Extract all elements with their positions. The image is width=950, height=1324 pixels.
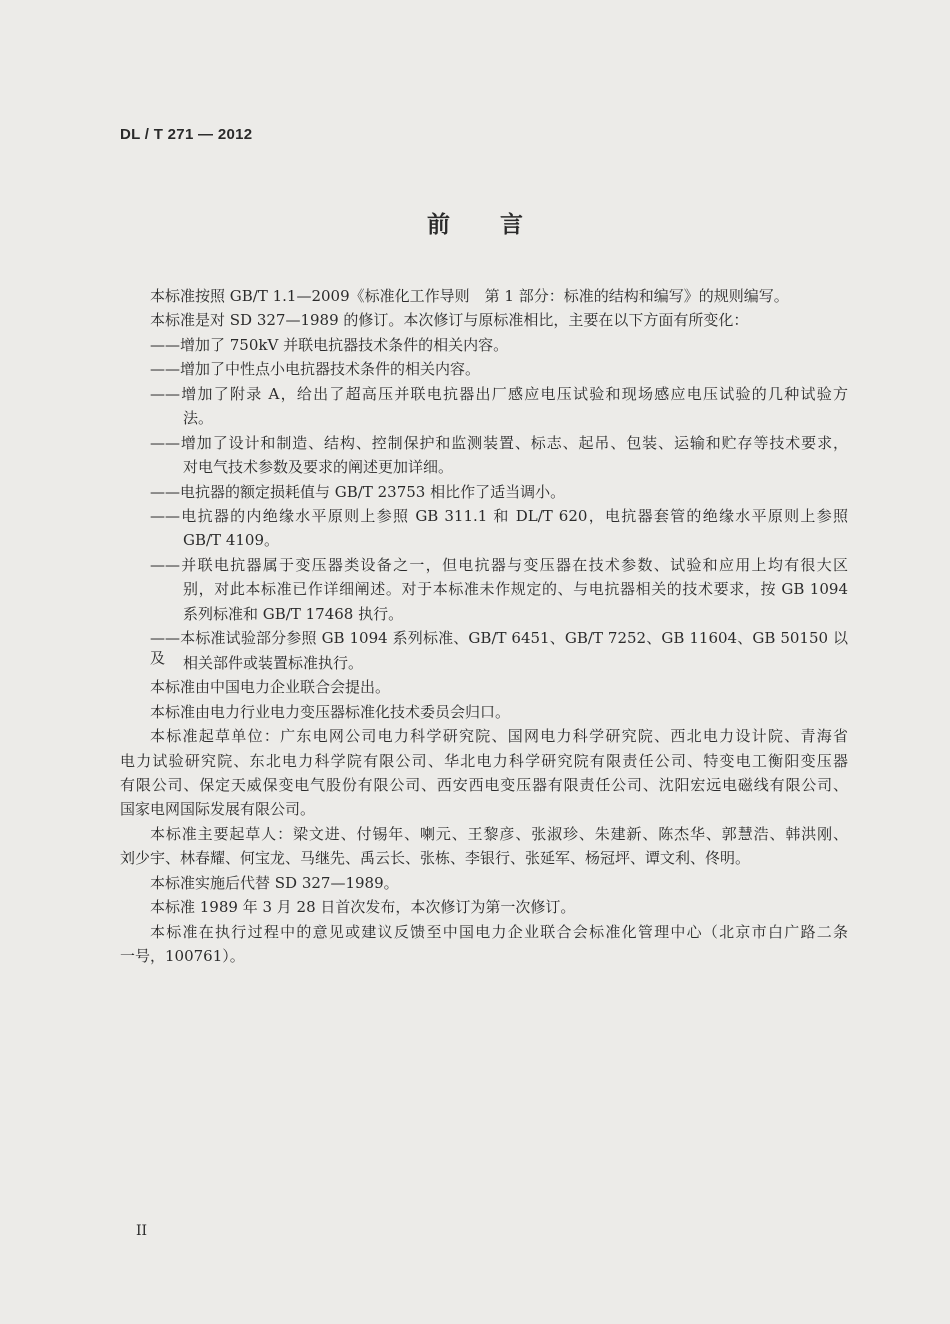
paragraph-line: 本标准 1989 年 3 月 28 日首次发布，本次修订为第一次修订。 (150, 898, 576, 916)
paragraph-line: 本标准在执行过程中的意见或建议反馈至中国电力企业联合会标准化管理中心（北京市白广路二条 (150, 923, 848, 941)
list-item-line: 相关部件或装置标准执行。 (183, 654, 364, 672)
paragraph-line: 本标准起草单位：广东电网公司电力科学研究院、国网电力科学研究院、西北电力设计院、青海省 (150, 727, 848, 745)
paragraph-line: 有限公司、保定天威保变电气股份有限公司、西安西电变压器有限责任公司、沈阳宏远电磁线有限公司、 (120, 776, 848, 794)
paragraph-line: 本标准由中国电力企业联合会提出。 (150, 678, 391, 696)
list-item-line: ——增加了附录 A，给出了超高压并联电抗器出厂感应电压试验和现场感应电压试验的几种试验方 (150, 385, 848, 403)
document-code-header: DL / T 271 — 2012 (120, 126, 253, 143)
paragraph-line: 一号，100761）。 (120, 947, 245, 965)
list-item-line: GB/T 4109。 (183, 531, 280, 549)
paragraph-line: 本标准主要起草人：梁文进、付锡年、喇元、王黎彦、张淑珍、朱建新、陈杰华、郭慧浩、韩洪刚、 (150, 825, 848, 843)
paragraph-line: 本标准按照 GB/T 1.1—2009《标准化工作导则 第 1 部分：标准的结构和编写》的规则编写。 (150, 287, 789, 305)
list-item-line: ——本标准试验部分参照 GB 1094 系列标准、GB/T 6451、GB/T 7252、GB 11604、GB 50150 以及 (150, 629, 848, 667)
list-item-line: ——增加了中性点小电抗器技术条件的相关内容。 (150, 360, 481, 378)
list-item-line: 对电气技术参数及要求的阐述更加详细。 (183, 458, 454, 476)
list-item-line: 系列标准和 GB/T 17468 执行。 (183, 605, 404, 623)
paragraph-line: 电力试验研究院、东北电力科学院有限公司、华北电力科学研究院有限责任公司、特变电工衡阳变压器 (120, 752, 848, 770)
list-item-line: ——并联电抗器属于变压器类设备之一，但电抗器与变压器在技术参数、试验和应用上均有很大区 (150, 556, 848, 574)
list-item-line: ——电抗器的内绝缘水平原则上参照 GB 311.1 和 DL/T 620，电抗器套管的绝缘水平原则上参照 (150, 507, 848, 525)
paragraph-line: 本标准由电力行业电力变压器标准化技术委员会归口。 (150, 703, 511, 721)
list-item-line: 别，对此本标准已作详细阐述。对于本标准未作规定的、与电抗器相关的技术要求，按 GB 1094 (183, 580, 848, 598)
paragraph-line: 国家电网国际发展有限公司。 (120, 800, 316, 818)
list-item-line: ——增加了设计和制造、结构、控制保护和监测装置、标志、起吊、包装、运输和贮存等技术要求， (150, 434, 848, 452)
list-item-line: ——电抗器的额定损耗值与 GB/T 23753 相比作了适当调小。 (150, 483, 566, 501)
list-item-line: 法。 (183, 409, 214, 427)
list-item-line: ——增加了 750kV 并联电抗器技术条件的相关内容。 (150, 336, 509, 354)
page-number: II (136, 1223, 148, 1239)
paragraph-line: 本标准实施后代替 SD 327—1989。 (150, 874, 399, 892)
paragraph-line: 刘少宇、林春耀、何宝龙、马继先、禹云长、张栋、李银行、张延军、杨冠坪、谭文利、佟明。 (120, 849, 751, 867)
page-title: 前言 (427, 211, 573, 238)
paragraph-line: 本标准是对 SD 327—1989 的修订。本次修订与原标准相比，主要在以下方面有所变化： (150, 311, 749, 329)
